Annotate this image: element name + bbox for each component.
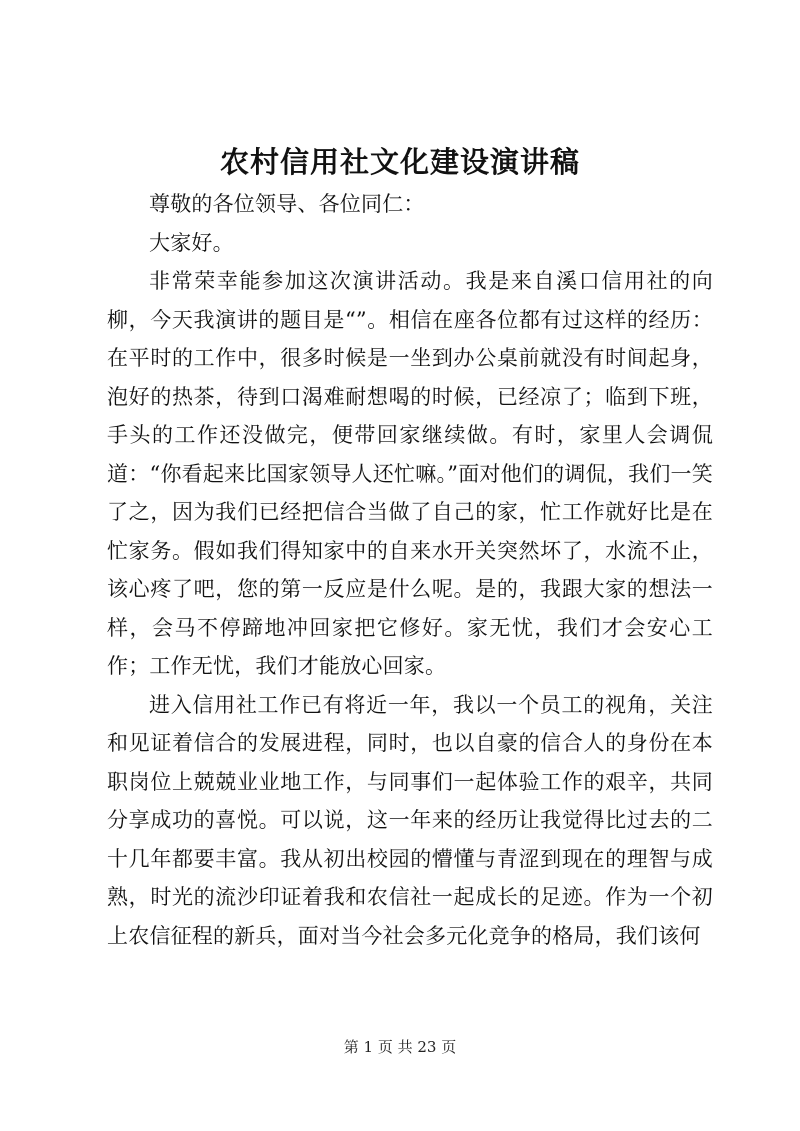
body-paragraph: 进入信用社工作已有将近一年，我以一个员工的视角，关注和见证着信合的发展进程，同时，也以自豪的信合人的身份在本职岗位上兢兢业业地工作，与同事们一起体验工作的艰辛，共同分享成功的喜悦。可以说，这一年来的经历让我觉得比过去的二十几年都要丰富。我从初出校园的懵懂与青涩到现在的理智与成熟，时光的流沙印证着我和农信社一起成长的足迹。作为一个初上农信征程的新兵，面对当今社会多元化竞争的格局，我们该何 [107, 692, 713, 948]
body-paragraph: 非常荣幸能参加这次演讲活动。我是来自溪口信用社的向柳，今天我演讲的题目是“”。相信在座各位都有过这样的经历：在平时的工作中，很多时候是一坐到办公桌前就没有时间起身，泡好的热茶，待到口渴难耐想喝的时候，已经凉了；临到下班，手头的工作还没做完，便带回家继续做。有时，家里人会调侃道：“你看起来比国家领导人还忙嘛。”面对他们的调侃，我们一笑了之，因为我们已经把信合当做了自己的家，忙工作就好比是在忙家务。假如我们得知家中的自来水开关突然坏了，水流不止，该心疼了吧，您的第一反应是什么呢。是的，我跟大家的想法一样，会马不停蹄地冲回家把它修好。家无忧，我们才会安心工作；工作无忧，我们才能放心回家。 [107, 269, 713, 678]
page-number-footer: 第 1 页 共 23 页 [343, 1038, 457, 1056]
greeting-paragraph: 大家好。 [149, 230, 234, 255]
salutation-paragraph: 尊敬的各位领导、各位同仁： [149, 192, 425, 216]
document-body [107, 185, 713, 955]
document-title: 农村信用社文化建设演讲稿 [219, 145, 580, 179]
